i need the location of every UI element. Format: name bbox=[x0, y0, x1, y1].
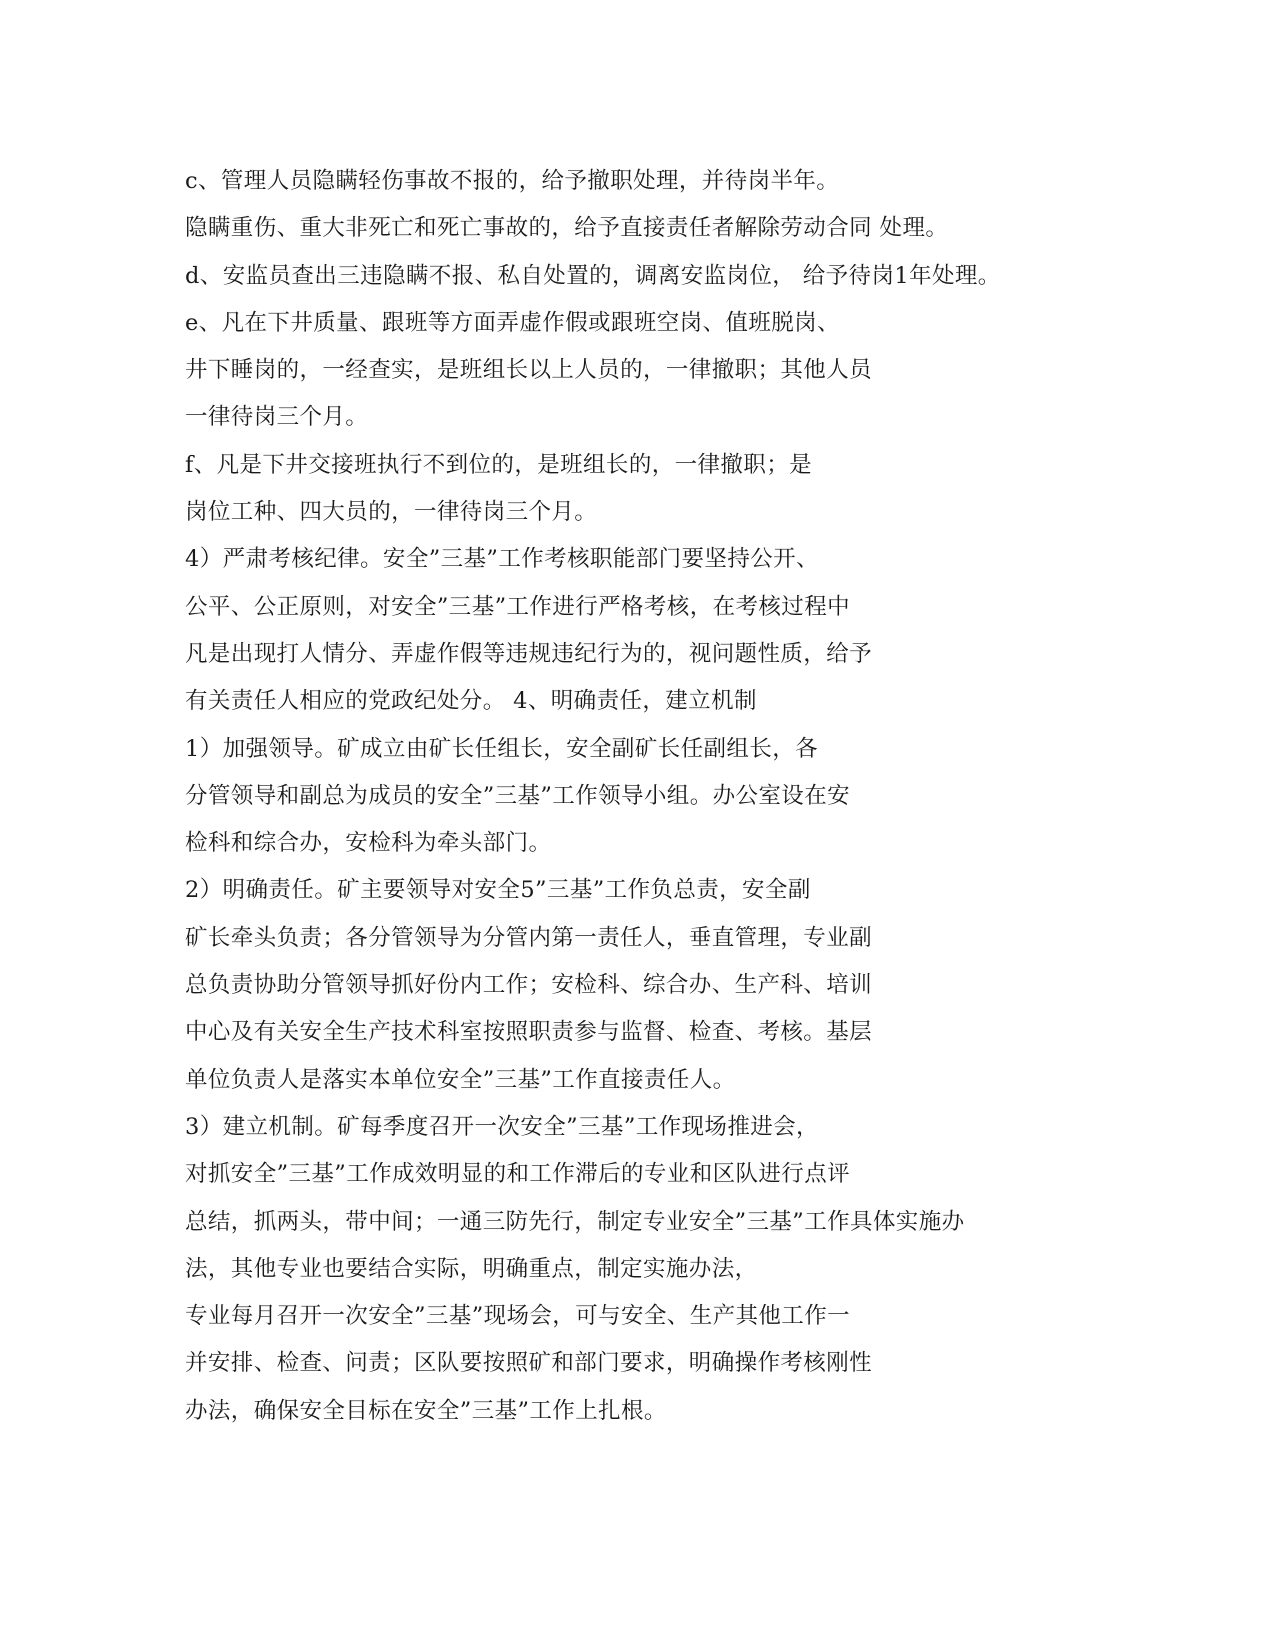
text-line: 岗位工种、四大员的，一律待岗三个月。 bbox=[185, 499, 598, 526]
text-line: d、安监员查出三违隐瞒不报、私自处置的，调离安监岗位， 给予待岗1年处理。 bbox=[185, 262, 1001, 289]
text-line: 并安排、检查、问责；区队要按照矿和部门要求，明确操作考核刚性 bbox=[185, 1350, 873, 1377]
text-line: 矿长牵头负责；各分管领导为分管内第一责任人，垂直管理，专业副 bbox=[185, 924, 873, 951]
text-line: 分管领导和副总为成员的安全”三基”工作领导小组。办公室设在安 bbox=[185, 782, 851, 809]
text-line: 井下睡岗的，一经查实，是班组长以上人员的，一律撤职；其他人员 bbox=[185, 357, 873, 384]
text-line: 公平、公正原则，对安全”三基”工作进行严格考核，在考核过程中 bbox=[185, 593, 851, 620]
text-line: 总结，抓两头，带中间；一通三防先行，制定专业安全”三基”工作具体实施办 bbox=[185, 1208, 965, 1235]
text-line: 法，其他专业也要结合实际，明确重点，制定实施办法， bbox=[185, 1255, 758, 1282]
text-line: 1）加强领导。矿成立由矿长任组长，安全副矿长任副组长，各 bbox=[185, 735, 819, 762]
text-line: 专业每月召开一次安全”三基”现场会，可与安全、生产其他工作一 bbox=[185, 1303, 851, 1330]
text-line: 有关责任人相应的党政纪处分。 4、明确责任，建立机制 bbox=[185, 688, 757, 715]
text-line: 检科和综合办，安检科为牵头部门。 bbox=[185, 830, 552, 857]
document-body bbox=[185, 158, 1245, 1435]
text-line: 对抓安全”三基”工作成效明显的和工作滞后的专业和区队进行点评 bbox=[185, 1161, 851, 1188]
text-line: 凡是出现打人情分、弄虚作假等违规违纪行为的，视问题性质，给予 bbox=[185, 640, 873, 667]
text-line: 一律待岗三个月。 bbox=[185, 404, 369, 431]
text-line: f、凡是下井交接班执行不到位的，是班组长的，一律撤职；是 bbox=[185, 451, 813, 478]
text-line: 3）建立机制。矿每季度召开一次安全”三基”工作现场推进会， bbox=[185, 1113, 819, 1140]
text-line: 2）明确责任。矿主要领导对安全5”三基”工作负总责，安全副 bbox=[185, 877, 811, 904]
text-line: c、管理人员隐瞒轻伤事故不报的，给予撤职处理，并待岗半年。 bbox=[185, 168, 840, 194]
text-line: 4）严肃考核纪律。安全”三基”工作考核职能部门要坚持公开、 bbox=[185, 546, 819, 573]
text-line: 办法，确保安全目标在安全”三基”工作上扎根。 bbox=[185, 1397, 667, 1424]
text-line: 中心及有关安全生产技术科室按照职责参与监督、检查、考核。基层 bbox=[185, 1019, 873, 1046]
text-line: e、凡在下井质量、跟班等方面弄虚作假或跟班空岗、值班脱岗、 bbox=[185, 309, 840, 336]
text-line: 隐瞒重伤、重大非死亡和死亡事故的，给予直接责任者解除劳动合同 处理。 bbox=[185, 215, 949, 242]
text-line: 单位负责人是落实本单位安全”三基”工作直接责任人。 bbox=[185, 1066, 736, 1093]
text-line: 总负责协助分管领导抓好份内工作；安检科、综合办、生产科、培训 bbox=[185, 972, 873, 999]
